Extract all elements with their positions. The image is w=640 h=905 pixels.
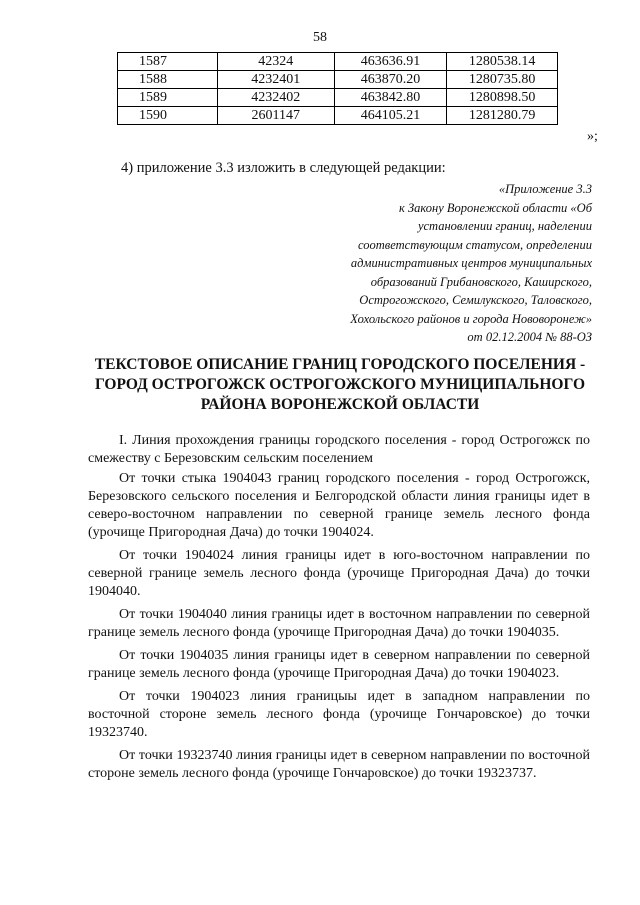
appendix-reference-line: соответствующим статусом, определении [358,237,592,252]
table-cell-point: 1589 [118,89,218,107]
appendix-reference-line: к Закону Воронежской области «Об [398,200,592,215]
body-text [88,432,590,788]
closing-quote: »; [587,129,598,144]
table-cell-id: 4232402 [217,89,334,107]
table-cell-y: 1280538.14 [447,53,558,71]
table-row [118,89,558,107]
table-cell-point: 1587 [118,53,218,71]
appendix-reference-line: образований Грибановского, Каширского, [370,274,592,289]
appendix-reference-line: от 02.12.2004 № 88-ОЗ [467,330,592,344]
table-cell-id: 2601147 [217,107,334,125]
table-row [118,53,558,71]
amendment-text: 4) приложение 3.3 изложить в следующей редакции: [121,160,446,176]
appendix-reference-line: Хохольского районов и города Нововоронеж» [350,311,592,326]
table-cell-point: 1588 [118,71,218,89]
table-cell-id: 4232401 [217,71,334,89]
section-title-line: ТЕКСТОВОЕ ОПИСАНИЕ ГРАНИЦ ГОРОДСКОГО ПОСЕЛЕНИЯ - [94,356,586,373]
table-cell-y: 1280735.80 [447,71,558,89]
page-number: 58 [313,30,327,45]
section-title-line: ГОРОД ОСТРОГОЖСК ОСТРОГОЖСКОГО МУНИЦИПАЛЬНОГО [94,376,586,393]
boundary-paragraph: От точки стыка 1904043 границ городского поселения - город Острогожск, Березовского сельского поселения и Белгородской области линия границы идет в северо-восточном направлении по северной границе земель лесного фонда (урочище Пригородная Дача) до точки 1904024. [88,471,590,540]
coordinates-table [117,52,558,125]
appendix-reference-line: административных центров муниципальных [350,256,592,270]
appendix-reference [292,180,592,347]
appendix-reference-line: Острогожского, Семилукского, Таловского, [359,293,592,307]
table-cell-x: 463870.20 [334,71,447,89]
boundary-paragraph: От точки 19323740 линия границы идет в северном направлении по восточной стороне земель лесного фонда (урочище Гончаровское) до точки 19323737. [88,748,590,781]
table-cell-x: 464105.21 [334,107,447,125]
appendix-reference-line: установлении границ, наделении [417,219,592,233]
table-cell-y: 1280898.50 [447,89,558,107]
table-row [118,71,558,89]
boundary-paragraph: От точки 1904040 линия границы идет в восточном направлении по северной границе земель лесного фонда (урочище Пригородная Дача) до точки 1904035. [88,607,590,640]
section-heading-paragraph: I. Линия прохождения границы городского поселения - город Острогожск по смежеству с Березовским сельским поселением [88,433,590,466]
table-cell-x: 463636.91 [334,53,447,71]
boundary-paragraph: От точки 1904024 линия границы идет в юго-восточном направлении по северной границе земель лесного фонда (урочище Пригородная Дача) до точки 1904040. [88,548,590,599]
section-title [75,355,605,415]
table-cell-id: 42324 [217,53,334,71]
table-cell-x: 463842.80 [334,89,447,107]
table-cell-y: 1281280.79 [447,107,558,125]
section-title-line: РАЙОНА ВОРОНЕЖСКОЙ ОБЛАСТИ [200,396,480,413]
boundary-paragraph: От точки 1904023 линия границыы идет в западном направлении по восточной стороне земель лесного фонда (урочище Гончаровское) до точки 19323740. [88,689,590,740]
boundary-paragraph: От точки 1904035 линия границы идет в северном направлении по северной границе земель лесного фонда (урочище Пригородная Дача) до точки 1904023. [88,648,590,681]
table-row [118,107,558,125]
table-cell-point: 1590 [118,107,218,125]
appendix-reference-line: «Приложение 3.3 [498,182,592,196]
